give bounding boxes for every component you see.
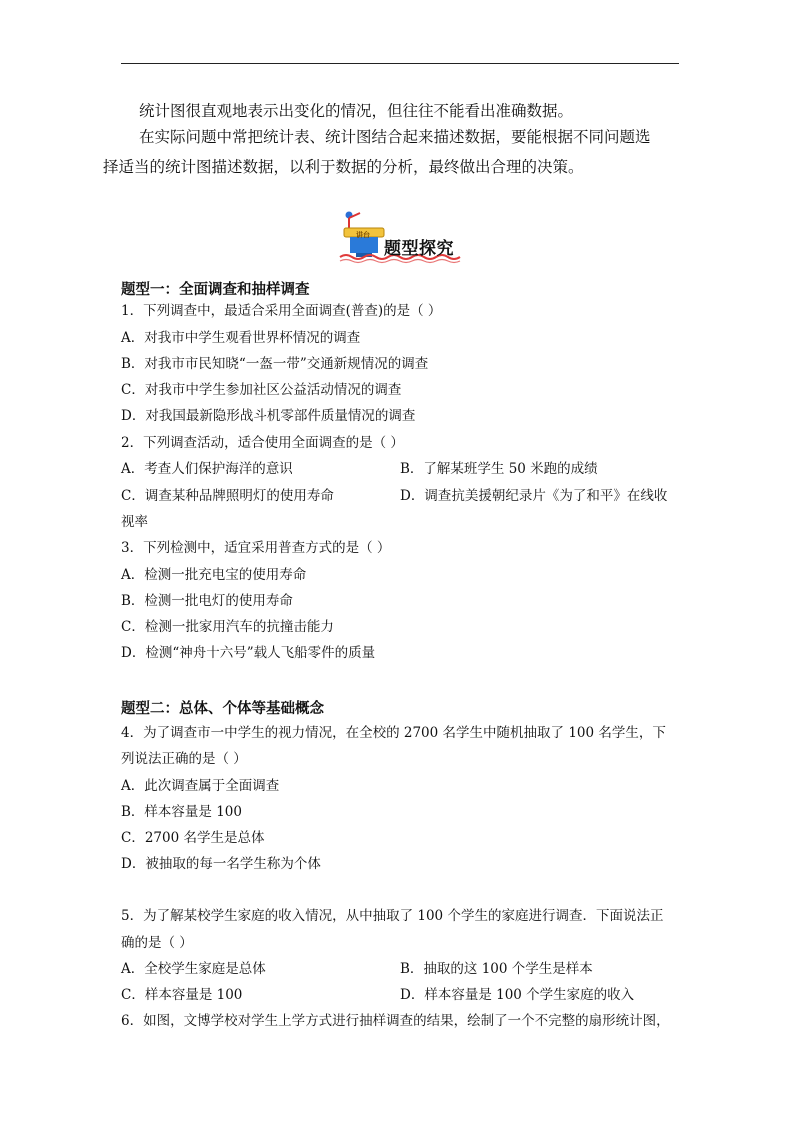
intro-paragraph-2 bbox=[103, 122, 681, 182]
intro-paragraph-1: 统计图很直观地表示出变化的情况，但往往不能看出准确数据。 bbox=[139, 102, 574, 120]
banner-tag: 讲台 bbox=[356, 230, 370, 239]
q1-option-b: B．对我市市民知晓“一盔一带”交通新规情况的调查 bbox=[121, 356, 429, 372]
q4-option-a: A．此次调查属于全面调查 bbox=[121, 778, 280, 794]
section-2-title: 题型二：总体、个体等基础概念 bbox=[121, 701, 324, 717]
q1-option-d: D．对我国最新隐形战斗机零部件质量情况的调查 bbox=[121, 408, 416, 424]
q6-stem-line1: 6．如图，文博学校对学生上学方式进行抽样调查的结果，绘制了一个不完整的扇形统计图， bbox=[121, 1013, 670, 1029]
q5-option-d: D．样本容量是 100 个学生家庭的收入 bbox=[400, 987, 635, 1003]
q3-stem: 3．下列检测中，适宜采用普查方式的是（ ） bbox=[121, 540, 391, 556]
q5-stem-line1: 5．为了解某校学生家庭的收入情况，从中抽取了 100 个学生的家庭进行调查．下面说法正 bbox=[121, 908, 664, 924]
q1-stem: 1．下列调查中，最适合采用全面调查(普查)的是（ ） bbox=[121, 303, 442, 319]
q3-option-c: C．检测一批家用汽车的抗撞击能力 bbox=[121, 619, 334, 635]
q2-option-d-cont: 视率 bbox=[121, 514, 148, 530]
q3-option-d: D．检测“神舟十六号”载人飞船零件的质量 bbox=[121, 645, 376, 661]
q5-option-c: C．样本容量是 100 bbox=[121, 987, 243, 1003]
q2-option-b: B．了解某班学生 50 米跑的成绩 bbox=[400, 461, 598, 477]
q4-option-b: B．样本容量是 100 bbox=[121, 804, 242, 820]
q4-stem-line2: 列说法正确的是（ ） bbox=[121, 751, 247, 767]
q5-stem-line2: 确的是（ ） bbox=[121, 935, 193, 951]
q3-option-b: B．检测一批电灯的使用寿命 bbox=[121, 593, 293, 609]
q3-option-a: A．检测一批充电宝的使用寿命 bbox=[121, 567, 307, 583]
q5-option-a: A．全校学生家庭是总体 bbox=[121, 961, 266, 977]
q2-stem: 2．下列调查活动，适合使用全面调查的是（ ） bbox=[121, 435, 404, 451]
q5-option-b: B．抽取的这 100 个学生是样本 bbox=[400, 961, 593, 977]
intro-paragraph-2-line2: 择适当的统计图描述数据，以利于数据的分析，最终做出合理的决策。 bbox=[103, 158, 584, 176]
q4-stem-line1: 4．为了调查市一中学生的视力情况，在全校的 2700 名学生中随机抽取了 100 名学生，下 bbox=[121, 725, 666, 741]
header-rule bbox=[121, 63, 679, 64]
banner-title: 题型探究 bbox=[384, 239, 454, 259]
q4-option-d: D．被抽取的每一名学生称为个体 bbox=[121, 856, 321, 872]
q4-option-c: C．2700 名学生是总体 bbox=[121, 830, 265, 846]
q2-option-d: D．调查抗美援朝纪录片《为了和平》在线收 bbox=[400, 488, 668, 504]
q1-option-c: C．对我市中学生参加社区公益活动情况的调查 bbox=[121, 382, 402, 398]
intro-paragraph-2-line1: 在实际问题中常把统计表、统计图结合起来描述数据，要能根据不同问题选 bbox=[139, 128, 651, 146]
q1-option-a: A．对我市中学生观看世界杯情况的调查 bbox=[121, 330, 361, 346]
q2-option-a: A．考查人们保护海洋的意识 bbox=[121, 461, 293, 477]
q2-option-c: C．调查某种品牌照明灯的使用寿命 bbox=[121, 488, 334, 504]
section-1-title: 题型一：全面调查和抽样调查 bbox=[121, 282, 310, 298]
